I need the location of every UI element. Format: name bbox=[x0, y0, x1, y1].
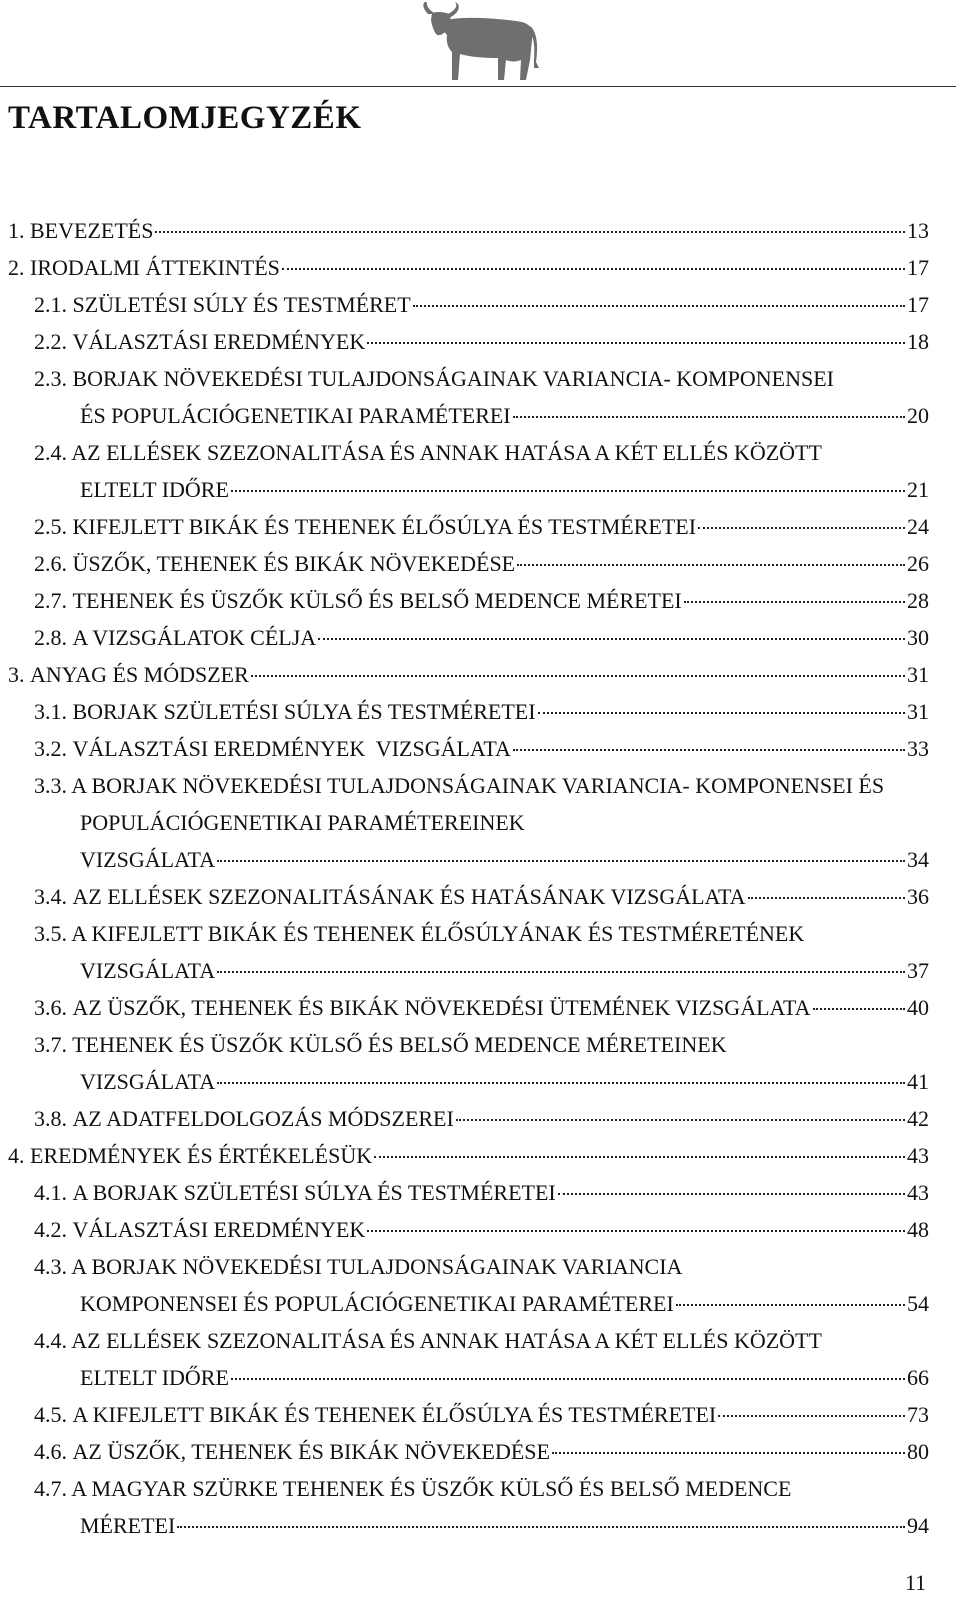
toc-entry[interactable] bbox=[34, 693, 929, 730]
toc-page-number: 80 bbox=[907, 1439, 929, 1464]
toc-entry-number: 2.4. bbox=[34, 440, 67, 465]
toc-entry-number: 2.6. bbox=[34, 551, 67, 576]
toc-entry-number: 4. bbox=[8, 1143, 25, 1168]
toc-entry[interactable] bbox=[34, 1470, 929, 1544]
toc-page-number: 20 bbox=[907, 403, 929, 428]
table-of-contents bbox=[8, 212, 929, 1544]
toc-entry[interactable] bbox=[34, 1174, 929, 1211]
toc-entry-text: A BORJAK SZÜLETÉSI SÚLYA ÉS TESTMÉRETEI bbox=[72, 1180, 556, 1205]
toc-entry-title bbox=[34, 1470, 929, 1507]
dot-leader bbox=[517, 564, 905, 566]
toc-entry[interactable] bbox=[34, 1026, 929, 1100]
toc-entry-number: 2.3. bbox=[34, 366, 67, 391]
dot-leader bbox=[374, 1156, 905, 1158]
toc-entry[interactable] bbox=[34, 286, 929, 323]
toc-entry[interactable] bbox=[34, 1322, 929, 1396]
toc-page-number: 24 bbox=[907, 514, 929, 539]
toc-entry[interactable] bbox=[34, 1433, 929, 1470]
dot-leader bbox=[177, 1526, 905, 1528]
dot-leader bbox=[748, 897, 905, 899]
toc-entry[interactable] bbox=[34, 878, 929, 915]
toc-entry-title bbox=[34, 915, 929, 952]
toc-entry-line bbox=[34, 286, 929, 323]
toc-entry-line bbox=[8, 212, 929, 249]
toc-entry-text: BEVEZETÉS bbox=[30, 218, 154, 243]
toc-entry-text: VÁLASZTÁSI EREDMÉNYEK bbox=[72, 329, 366, 354]
grey-cattle-bull-icon bbox=[418, 2, 550, 82]
dot-leader bbox=[231, 490, 905, 492]
toc-entry[interactable] bbox=[34, 323, 929, 360]
toc-entry[interactable] bbox=[34, 1211, 929, 1248]
toc-entry[interactable] bbox=[34, 989, 929, 1026]
toc-entry-line bbox=[34, 730, 929, 767]
toc-entry-title bbox=[34, 767, 929, 841]
dot-leader bbox=[318, 638, 905, 640]
toc-entry-number: 2.2. bbox=[34, 329, 67, 354]
toc-page-number: 17 bbox=[907, 292, 929, 317]
toc-entry[interactable] bbox=[34, 730, 929, 767]
toc-entry-number: 3.8. bbox=[34, 1106, 67, 1131]
toc-entry-text: A BORJAK NÖVEKEDÉSI TULAJDONSÁGAINAK VARIANCIA- KOMPONENSEI ÉS POPULÁCIÓGENETIKAI PARAMÉTEREINEK bbox=[71, 773, 885, 835]
toc-entry-text: ÉS POPULÁCIÓGENETIKAI PARAMÉTEREI bbox=[80, 403, 511, 428]
toc-entry-text: KOMPONENSEI ÉS POPULÁCIÓGENETIKAI PARAMÉTEREI bbox=[80, 1291, 674, 1316]
toc-page-number: 21 bbox=[907, 477, 929, 502]
toc-entry-text: BORJAK NÖVEKEDÉSI TULAJDONSÁGAINAK VARIANCIA- KOMPONENSEI bbox=[72, 366, 834, 391]
toc-page-number: 31 bbox=[907, 662, 929, 687]
toc-entry-text: A MAGYAR SZÜRKE TEHENEK ÉS ÜSZŐK KÜLSŐ ÉS BELSŐ MEDENCE bbox=[71, 1476, 792, 1501]
toc-entry-line bbox=[34, 508, 929, 545]
toc-entry-text: AZ ADATFELDOLGOZÁS MÓDSZEREI bbox=[72, 1106, 454, 1131]
toc-entry[interactable] bbox=[34, 915, 929, 989]
toc-entry-line bbox=[34, 841, 929, 878]
dot-leader bbox=[367, 1230, 905, 1232]
toc-entry-line bbox=[8, 249, 929, 286]
toc-entry[interactable] bbox=[34, 1100, 929, 1137]
toc-entry-number: 3.4. bbox=[34, 884, 67, 909]
header-rule bbox=[0, 86, 956, 87]
toc-entry-text: VIZSGÁLATA bbox=[80, 847, 216, 872]
toc-entry-line bbox=[34, 582, 929, 619]
toc-entry-line bbox=[34, 878, 929, 915]
toc-entry-line bbox=[34, 1100, 929, 1137]
toc-entry-text: AZ ÜSZŐK, TEHENEK ÉS BIKÁK NÖVEKEDÉSE bbox=[72, 1439, 550, 1464]
dot-leader bbox=[513, 749, 905, 751]
toc-page-number: 33 bbox=[907, 736, 929, 761]
toc-entry-text: VÁLASZTÁSI EREDMÉNYEK bbox=[72, 1217, 366, 1242]
toc-entry-line bbox=[34, 471, 929, 508]
toc-entry-number: 2.5. bbox=[34, 514, 67, 539]
page-number: 11 bbox=[905, 1570, 927, 1595]
dot-leader bbox=[217, 971, 905, 973]
toc-entry[interactable] bbox=[34, 508, 929, 545]
toc-entry[interactable] bbox=[34, 545, 929, 582]
dot-leader bbox=[718, 1415, 905, 1417]
toc-entry-number: 3.2. bbox=[34, 736, 67, 761]
toc-entry[interactable] bbox=[8, 249, 929, 286]
dot-leader bbox=[217, 860, 905, 862]
toc-entry-number: 3.5. bbox=[34, 921, 67, 946]
toc-entry-line bbox=[34, 1063, 929, 1100]
toc-entry-text: A VIZSGÁLATOK CÉLJA bbox=[72, 625, 317, 650]
toc-entry-number: 3.6. bbox=[34, 995, 67, 1020]
dot-leader bbox=[456, 1119, 905, 1121]
toc-entry-number: 4.4. bbox=[34, 1328, 67, 1353]
toc-entry-text: AZ ELLÉSEK SZEZONALITÁSA ÉS ANNAK HATÁSA A KÉT ELLÉS KÖZÖTT bbox=[71, 1328, 822, 1353]
dot-leader bbox=[231, 1378, 905, 1380]
toc-page-number: 31 bbox=[907, 699, 929, 724]
toc-entry-text: ANYAG ÉS MÓDSZER bbox=[30, 662, 249, 687]
toc-entry-number: 2.7. bbox=[34, 588, 67, 613]
toc-entry-number: 4.1. bbox=[34, 1180, 67, 1205]
toc-entry-text: TEHENEK ÉS ÜSZŐK KÜLSŐ ÉS BELSŐ MEDENCE MÉRETEI bbox=[72, 588, 682, 613]
toc-entry-text: A KIFEJLETT BIKÁK ÉS TEHENEK ÉLŐSÚLYÁNAK ÉS TESTMÉRETÉNEK bbox=[71, 921, 805, 946]
toc-entry[interactable] bbox=[8, 656, 929, 693]
toc-entry-title bbox=[34, 1322, 929, 1359]
toc-page-number: 94 bbox=[907, 1513, 929, 1538]
toc-entry[interactable] bbox=[34, 360, 929, 434]
dot-leader bbox=[813, 1008, 905, 1010]
toc-page-number: 73 bbox=[907, 1402, 929, 1427]
toc-entry-text: MÉRETEI bbox=[80, 1513, 176, 1538]
dot-leader bbox=[538, 712, 905, 714]
toc-entry-line bbox=[34, 323, 929, 360]
toc-entry-text: ELTELT IDŐRE bbox=[80, 477, 229, 502]
toc-entry-number: 4.6. bbox=[34, 1439, 67, 1464]
toc-entry-text: AZ ÜSZŐK, TEHENEK ÉS BIKÁK NÖVEKEDÉSI ÜTEMÉNEK VIZSGÁLATA bbox=[72, 995, 811, 1020]
toc-page-number: 43 bbox=[907, 1180, 929, 1205]
toc-page-number: 48 bbox=[907, 1217, 929, 1242]
toc-entry-title bbox=[34, 1026, 929, 1063]
page-title: TARTALOMJEGYZÉK bbox=[8, 100, 362, 136]
toc-entry-text: ELTELT IDŐRE bbox=[80, 1365, 229, 1390]
toc-entry-line bbox=[34, 1433, 929, 1470]
toc-entry-title bbox=[34, 360, 929, 397]
toc-page-number: 18 bbox=[907, 329, 929, 354]
dot-leader bbox=[558, 1193, 905, 1195]
toc-entry-text: AZ ELLÉSEK SZEZONALITÁSÁNAK ÉS HATÁSÁNAK VIZSGÁLATA bbox=[72, 884, 746, 909]
toc-page-number: 28 bbox=[907, 588, 929, 613]
dot-leader bbox=[413, 305, 905, 307]
toc-entry[interactable] bbox=[34, 434, 929, 508]
toc-entry-line bbox=[34, 1359, 929, 1396]
toc-entry-title bbox=[34, 1248, 929, 1285]
toc-page-number: 54 bbox=[907, 1291, 929, 1316]
toc-page-number: 30 bbox=[907, 625, 929, 650]
toc-entry-text: ÜSZŐK, TEHENEK ÉS BIKÁK NÖVEKEDÉSE bbox=[72, 551, 516, 576]
toc-entry-number: 1. bbox=[8, 218, 25, 243]
toc-entry-text: KIFEJLETT BIKÁK ÉS TEHENEK ÉLŐSÚLYA ÉS TESTMÉRETEI bbox=[72, 514, 697, 539]
toc-entry-number: 4.7. bbox=[34, 1476, 67, 1501]
toc-entry-text: A KIFEJLETT BIKÁK ÉS TEHENEK ÉLŐSÚLYA ÉS TESTMÉRETEI bbox=[72, 1402, 717, 1427]
toc-entry-text: VIZSGÁLATA bbox=[80, 958, 216, 983]
toc-entry-title bbox=[34, 434, 929, 471]
toc-entry-number: 4.3. bbox=[34, 1254, 67, 1279]
toc-entry-number: 3.3. bbox=[34, 773, 67, 798]
dot-leader bbox=[217, 1082, 905, 1084]
dot-leader bbox=[367, 342, 905, 344]
toc-page-number: 13 bbox=[907, 218, 929, 243]
toc-page-number: 37 bbox=[907, 958, 929, 983]
toc-entry-text: VÁLASZTÁSI EREDMÉNYEK VIZSGÁLATA bbox=[72, 736, 511, 761]
toc-page-number: 36 bbox=[907, 884, 929, 909]
toc-entry-text: AZ ELLÉSEK SZEZONALITÁSA ÉS ANNAK HATÁSA A KÉT ELLÉS KÖZÖTT bbox=[71, 440, 822, 465]
toc-entry[interactable] bbox=[34, 582, 929, 619]
toc-entry-number: 3.1. bbox=[34, 699, 67, 724]
dot-leader bbox=[282, 268, 905, 270]
toc-entry-text: BORJAK SZÜLETÉSI SÚLYA ÉS TESTMÉRETEI bbox=[72, 699, 536, 724]
toc-entry-number: 4.5. bbox=[34, 1402, 67, 1427]
toc-page-number: 17 bbox=[907, 255, 929, 280]
toc-entry-text: VIZSGÁLATA bbox=[80, 1069, 216, 1094]
dot-leader bbox=[684, 601, 905, 603]
toc-page-number: 34 bbox=[907, 847, 929, 872]
toc-page-number: 66 bbox=[907, 1365, 929, 1390]
toc-entry-number: 2. bbox=[8, 255, 25, 280]
toc-page-number: 41 bbox=[907, 1069, 929, 1094]
toc-entry-line bbox=[34, 1285, 929, 1322]
dot-leader bbox=[552, 1452, 905, 1454]
toc-entry-text: TEHENEK ÉS ÜSZŐK KÜLSŐ ÉS BELSŐ MEDENCE MÉRETEINEK bbox=[72, 1032, 727, 1057]
toc-entry-number: 4.2. bbox=[34, 1217, 67, 1242]
dot-leader bbox=[698, 527, 905, 529]
toc-entry-line bbox=[34, 545, 929, 582]
toc-page-number: 43 bbox=[907, 1143, 929, 1168]
toc-page-number: 26 bbox=[907, 551, 929, 576]
toc-entry[interactable] bbox=[8, 1137, 929, 1174]
toc-entry-number: 3. bbox=[8, 662, 25, 687]
toc-entry-line bbox=[34, 952, 929, 989]
toc-page-number: 42 bbox=[907, 1106, 929, 1131]
toc-entry[interactable] bbox=[34, 1248, 929, 1322]
dot-leader bbox=[155, 231, 905, 233]
toc-entry-line bbox=[34, 619, 929, 656]
toc-entry-line bbox=[34, 1174, 929, 1211]
toc-page-number: 40 bbox=[907, 995, 929, 1020]
toc-entry-line bbox=[8, 1137, 929, 1174]
toc-entry-line bbox=[8, 656, 929, 693]
toc-entry-number: 3.7. bbox=[34, 1032, 67, 1057]
dot-leader bbox=[676, 1304, 905, 1306]
toc-entry-number: 2.8. bbox=[34, 625, 67, 650]
dot-leader bbox=[251, 675, 905, 677]
toc-entry-line bbox=[34, 989, 929, 1026]
toc-entry-text: A BORJAK NÖVEKEDÉSI TULAJDONSÁGAINAK VARIANCIA bbox=[71, 1254, 683, 1279]
toc-entry[interactable] bbox=[34, 1396, 929, 1433]
dot-leader bbox=[513, 416, 905, 418]
toc-entry[interactable] bbox=[34, 767, 929, 878]
toc-entry[interactable] bbox=[34, 619, 929, 656]
toc-entry-line bbox=[34, 1396, 929, 1433]
toc-entry-text: SZÜLETÉSI SÚLY ÉS TESTMÉRET bbox=[72, 292, 411, 317]
toc-entry-text: EREDMÉNYEK ÉS ÉRTÉKELÉSÜK bbox=[30, 1143, 373, 1168]
toc-entry-line bbox=[34, 1507, 929, 1544]
toc-entry-line bbox=[34, 397, 929, 434]
toc-entry-line bbox=[34, 1211, 929, 1248]
toc-entry-number: 2.1. bbox=[34, 292, 67, 317]
toc-entry[interactable] bbox=[8, 212, 929, 249]
toc-entry-text: IRODALMI ÁTTEKINTÉS bbox=[30, 255, 280, 280]
toc-entry-line bbox=[34, 693, 929, 730]
